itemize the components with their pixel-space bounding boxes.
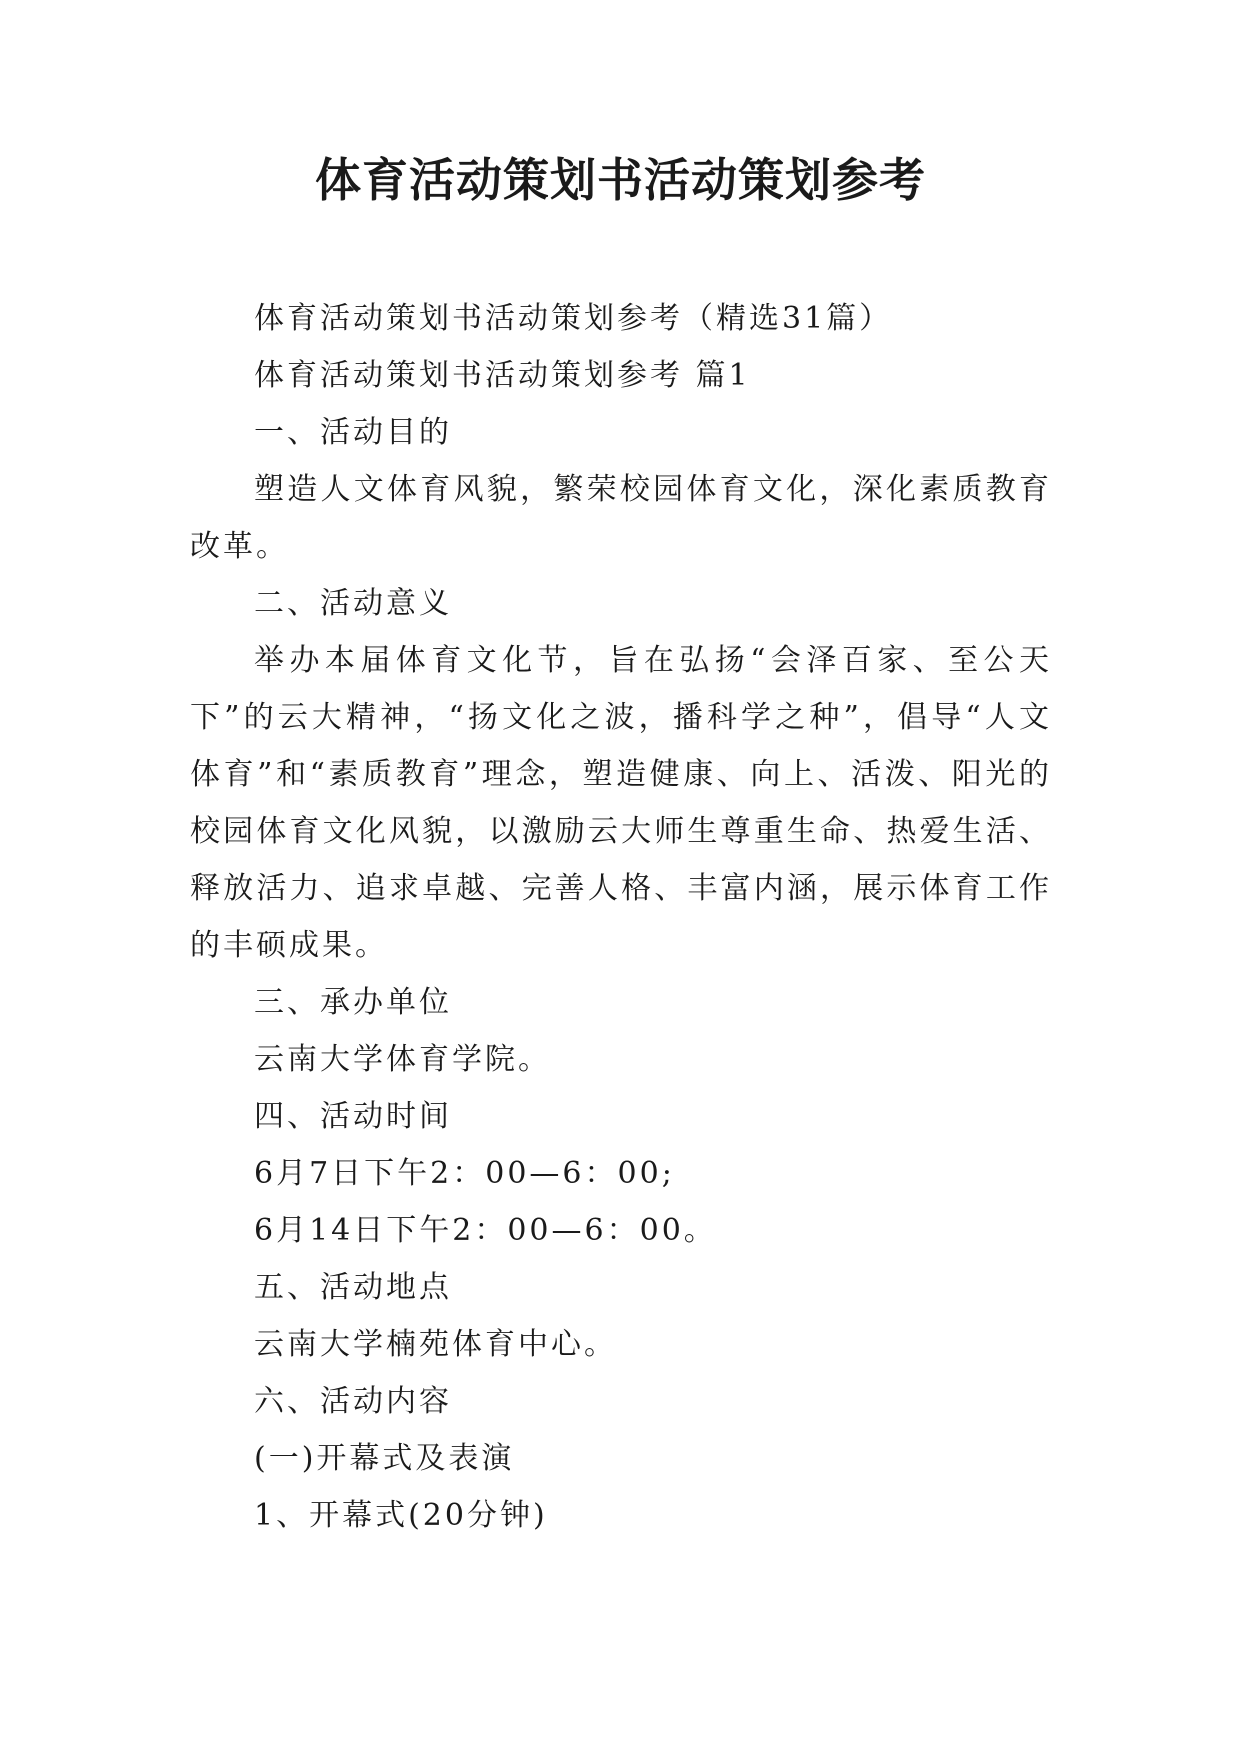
paragraph-organizer: 云南大学体育学院。 [254,1042,551,1077]
heading-activity-significance: 二、活动意义 [254,586,452,621]
paragraph-significance: 举办本届体育文化节，旨在弘扬“会泽百家、至公天下”的云大精神，“扬文化之波，播科学之种”，倡导“人文体育”和“素质教育”理念，塑造健康、向上、活泼、阳光的校园体育文化风貌，以激励云大师生尊重生命、热爱生活、释放活力、追求卓越、完善人格、丰富内涵，展示体育工作的丰硕成果。 [190,643,1052,963]
paragraph-time-2: 6月14日下午2：00—6：00。 [254,1213,717,1248]
paragraph-subtitle: 体育活动策划书活动策划参考（精选31篇） [254,301,893,336]
heading-activity-time: 四、活动时间 [254,1099,452,1134]
heading-activity-content: 六、活动内容 [254,1384,452,1419]
document-body [190,290,1052,1544]
heading-organizer: 三、承办单位 [254,985,452,1020]
paragraph-purpose: 塑造人文体育风貌，繁荣校园体育文化，深化素质教育改革。 [190,472,1052,564]
heading-activity-purpose: 一、活动目的 [254,415,452,450]
document-title: 体育活动策划书活动策划参考 [315,153,926,207]
paragraph-opening-and-performance: (一)开幕式及表演 [254,1441,515,1476]
paragraph-time-1: 6月7日下午2：00—6：00; [254,1156,675,1191]
paragraph-location: 云南大学楠苑体育中心。 [254,1327,617,1362]
paragraph-opening-ceremony: 1、开幕式(20分钟) [254,1498,548,1533]
paragraph-section-heading: 体育活动策划书活动策划参考 篇1 [254,358,751,393]
heading-activity-location: 五、活动地点 [254,1270,452,1305]
